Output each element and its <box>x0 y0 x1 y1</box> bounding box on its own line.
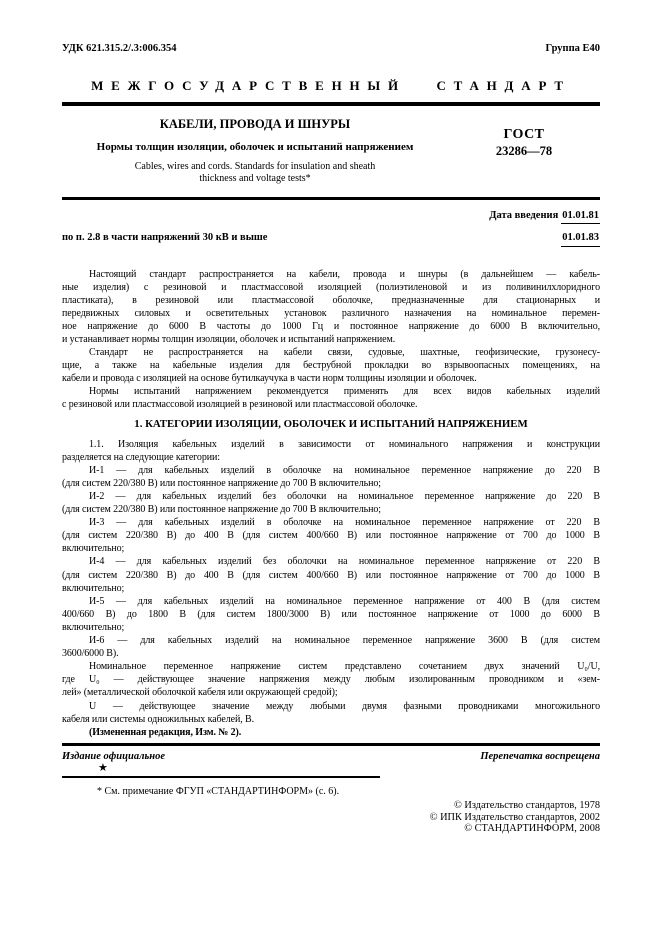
document-title: КАБЕЛИ, ПРОВОДА И ШНУРЫ <box>159 116 351 131</box>
copyright-block <box>62 800 600 835</box>
body-line: (для систем 220/380 В) или постоянное напряжение до 700 В включительно; <box>62 477 381 489</box>
clause-date-value: 01.01.83 <box>561 231 600 247</box>
standard-kind-title: МЕЖГОСУДАРСТВЕННЫЙ СТАНДАРТ <box>91 78 571 93</box>
udk-code: УДК 621.315.2/.3:006.354 <box>62 43 177 54</box>
title-left-column <box>62 106 448 186</box>
body-line: включительно; <box>62 543 125 555</box>
body-line: Стандарт не распространяется на кабели связи, судовые, шахтные, геофизические, грузонесу- <box>89 347 600 359</box>
group-code: Группа Е40 <box>545 43 600 54</box>
star-icon: ★ <box>98 761 108 774</box>
body-line: Нормы испытаний напряжением рекомендуется применять для всех видов кабельных изделий <box>89 386 600 398</box>
body-line: с резиновой или пластмассовой изоляцией в резиновой или пластмассовой оболочке. <box>62 399 418 411</box>
body-line: И-5 — для кабельных изделий на номинальное переменное напряжение от 400 В (для систем <box>89 595 600 607</box>
body-line: где U₀ — действующее значение напряжения между любым изолированным проводником и «зем- <box>62 674 600 686</box>
introduction-date-label: Дата введения <box>489 209 559 221</box>
document-subtitle-english <box>62 161 448 186</box>
clause-date-row <box>62 231 600 247</box>
document-subtitle: Нормы толщин изоляции, оболочек и испытаний напряжением <box>96 140 414 153</box>
body-line: И-2 — для кабельных изделий без оболочки на номинальное переменное напряжение до 220 В <box>89 491 600 502</box>
body-line: ное напряжение до 6000 В частоты до 1000 Гц и постоянное напряжение до 6000 В включительно, <box>62 320 600 332</box>
body-line: И-1 — для кабельных изделий в оболочке на номинальное переменное напряжение до 220 В <box>89 464 600 476</box>
introduction-date-value: 01.01.81 <box>561 209 600 225</box>
body-line: И-4 — для кабельных изделий без оболочки на номинальное переменное напряжение от 220 В <box>89 556 600 568</box>
body-line: (для систем 220/380 В) до 400 В (для систем 400/660 В) или постоянное напряжение от 700 до 1000 В <box>62 530 600 542</box>
official-edition-label: Издание официальное <box>62 750 166 762</box>
body-line: U — действующее значение между любыми двумя фазными проводниками многожильного <box>89 700 600 712</box>
copyright-line: © Издательство стандартов, 1978 <box>454 800 600 812</box>
body-line: передвижных силовых и осветительных установок различного назначения на номинальное перемен- <box>62 307 600 319</box>
horizontal-rule-footnote <box>62 776 380 779</box>
body-line: И-3 — для кабельных изделий в оболочке на номинальное переменное напряжение от 220 В <box>89 517 600 529</box>
body-line: кабеля или системы одножильных кабелей, В. <box>62 713 254 725</box>
title-section <box>62 106 600 186</box>
horizontal-rule-footer-top <box>62 743 600 746</box>
clause-note: по п. 2.8 в части напряжений 30 кВ и выше <box>62 232 268 243</box>
body-line: щие, а также на кабельные изделия для беструбной прокладки во взрывоопасных помещениях, на <box>62 360 600 372</box>
body-line: и устанавливает нормы толщин изоляции, оболочек и испытаний напряжением. <box>62 333 396 345</box>
horizontal-rule-title-bottom <box>62 197 600 200</box>
body-line: включительно; <box>62 621 125 633</box>
footnote-text: * См. примечание ФГУП «СТАНДАРТИНФОРМ» (с. 6). <box>97 786 340 798</box>
body-line: (для систем 220/380 В) или постоянное напряжение до 700 В включительно; <box>62 504 381 516</box>
body-line: (Измененная редакция, Изм. № 2). <box>89 726 242 738</box>
body-blocks <box>62 268 600 739</box>
top-header-row <box>62 42 600 55</box>
gost-label: ГОСТ <box>503 126 545 142</box>
body-line: 400/660 В) до 1800 В (для систем 1800/3000 В) или постоянное напряжение от 1000 до 6000 В <box>62 608 600 620</box>
body-line: 3600/6000 В). <box>62 648 119 660</box>
section-heading: 1. КАТЕГОРИИ ИЗОЛЯЦИИ, ОБОЛОЧЕК И ИСПЫТАНИЙ НАПРЯЖЕНИЕМ <box>134 418 528 431</box>
copyright-line: © ИПК Издательство стандартов, 2002 <box>429 811 600 823</box>
body-line: пластиката), в резиновой или пластмассовой оболочке, предназначенные для стационарных и <box>62 294 600 306</box>
introduction-date-row <box>62 209 600 225</box>
reprint-prohibited-label: Перепечатка воспрещена <box>480 750 600 762</box>
english-line-2: thickness and voltage tests* <box>199 173 311 184</box>
footer-row <box>62 750 600 763</box>
gost-number: 23286—78 <box>495 143 553 158</box>
body-line: ные изделия) с резиновой и пластмассовой изоляцией (полиэтиленовой и из поливинилхлоридного <box>62 281 600 293</box>
english-line-1: Cables, wires and cords. Standards for insulation and sheath <box>134 160 376 172</box>
copyright-line: © СТАНДАРТИНФОРМ, 2008 <box>464 823 600 835</box>
body-line: Номинальное переменное напряжение систем представлено сочетанием двух значений U₀/U, <box>89 661 600 673</box>
body-line: разделяется на следующие категории: <box>62 451 220 463</box>
body-line: Настоящий стандарт распространяется на кабели, провода и шнуры (в дальнейшем — кабель- <box>89 268 600 280</box>
body-line: кабели и провода с изоляцией на основе бутилкаучука в части норм толщины изоляции и оболочек. <box>62 373 477 385</box>
body-line: включительно; <box>62 582 125 594</box>
body-line: лей» (металлической оболочкой кабеля или окружающей средой); <box>62 687 338 699</box>
gost-designation-block <box>448 106 600 186</box>
body-line: (для систем 220/380 В) до 400 В (для систем 400/660 В) или постоянное напряжение от 700 до 1000 В <box>62 569 600 581</box>
body-line: 1.1. Изоляция кабельных изделий в зависимости от номинального напряжения и конструкции <box>89 438 600 450</box>
body-line: И-6 — для кабельных изделий на номинальное переменное напряжение 3600 В (для систем <box>89 635 600 647</box>
